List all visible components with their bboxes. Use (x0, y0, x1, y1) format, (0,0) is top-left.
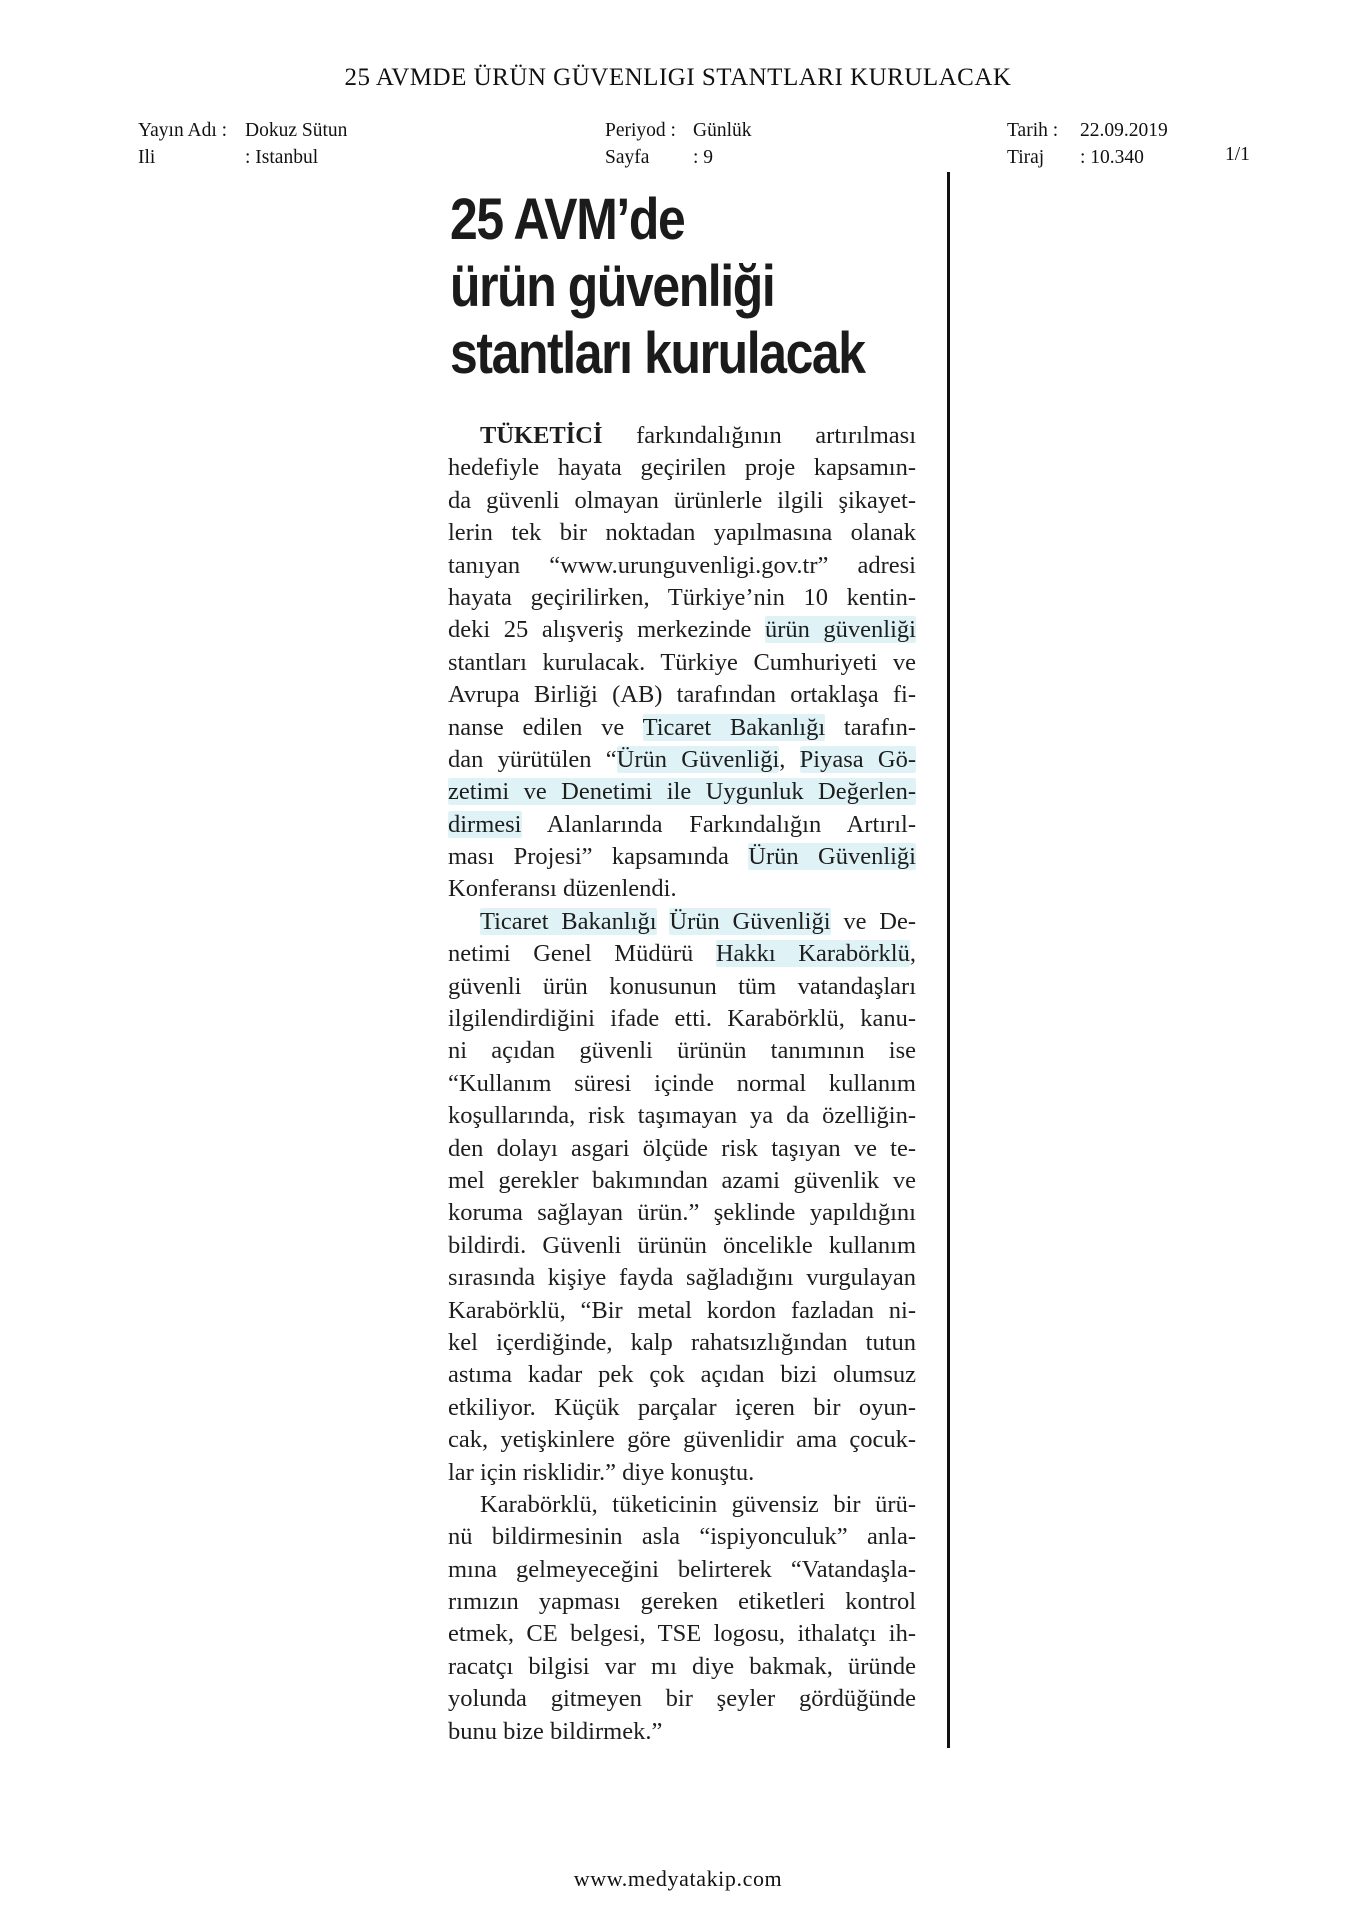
highlighted-term: dirmesi (448, 810, 522, 838)
body-line: bunu bize bildirmek.” (448, 1717, 663, 1745)
body-line: sırasında kişiye fayda sağladığını vurgulayan (448, 1264, 916, 1292)
publication-value: Dokuz Sütun (245, 120, 348, 141)
highlighted-term: Ürün Güvenliği (669, 907, 831, 935)
body-line: hedefiyle hayata geçirilen proje kapsamın- (448, 454, 916, 482)
column-rule (947, 172, 950, 1748)
page-value: : 9 (693, 147, 714, 168)
meta-right (1007, 117, 1168, 171)
publication-label: Yayın Adı : (138, 120, 228, 141)
highlighted-term: Hakkı Karabörklü (715, 940, 910, 968)
highlighted-term: Ticaret Bakanlığı (480, 907, 657, 935)
highlighted-term: ürün güvenliği (764, 616, 916, 644)
body-line: ması Projesi” kapsamında Ürün Güvenliği (448, 843, 916, 871)
highlighted-term: Ürün Güvenliği (616, 745, 780, 773)
headline-line: stantları kurulacak (450, 321, 865, 386)
body-line: lerin tek bir noktadan yapılmasına olanak (448, 519, 916, 547)
footer-url[interactable]: www.medyatakip.com (573, 1866, 783, 1891)
article-headline (450, 186, 865, 387)
body-line: Avrupa Birliği (AB) tarafından ortaklaşa fi- (448, 681, 916, 709)
city-value: : Istanbul (245, 147, 319, 168)
headline-line: ürün güvenliği (450, 254, 775, 319)
body-line: dirmesi Alanlarında Farkındalığın Artırıl- (448, 810, 916, 838)
period-value: Günlük (693, 120, 752, 141)
body-line: bildirdi. Güvenli ürünün öncelikle kullanım (448, 1231, 916, 1259)
body-line: ni açıdan güvenli ürünün tanımının ise (448, 1037, 916, 1065)
body-line: Karabörklü, “Bir metal kordon fazladan ni- (448, 1296, 916, 1324)
body-line: TÜKETİCİ farkındalığının artırılması (480, 422, 916, 449)
page-count: 1/1 (1225, 144, 1250, 165)
body-line: Konferansı düzenlendi. (448, 875, 677, 903)
meta-left (138, 117, 347, 171)
body-line: lar için risklidir.” diye konuştu. (448, 1458, 755, 1486)
highlighted-term: zetimi ve Denetimi ile Uygunluk Değerlen- (448, 778, 916, 806)
body-line: den dolayı asgari ölçüde risk taşıyan ve te- (448, 1134, 916, 1162)
body-line: yolunda gitmeyen bir şeyler gördüğünde (448, 1685, 916, 1713)
body-line: rımızın yapması gereken etiketleri kontrol (448, 1588, 916, 1616)
circulation-label: Tiraj (1007, 147, 1045, 168)
body-line: netimi Genel Müdürü Hakkı Karabörklü, (448, 940, 916, 968)
meta-middle (605, 117, 752, 171)
body-line: kel içerdiğinde, kalp rahatsızlığından tutun (448, 1328, 916, 1356)
body-line: cak, yetişkinlere göre güvenlidir ama çocuk- (448, 1426, 916, 1454)
body-line: mel gerekler bakımından azami güvenlik ve (448, 1166, 916, 1194)
body-line: astıma kadar pek çok açıdan bizi olumsuz (448, 1361, 916, 1389)
body-line: dan yürütülen “Ürün Güvenliği, Piyasa Gö- (448, 745, 916, 773)
headline-line: 25 AVM’de (450, 187, 685, 252)
article-body (448, 420, 916, 1748)
circulation-value: : 10.340 (1080, 147, 1144, 168)
document-title: 25 AVMDE ÜRÜN GÜVENLIGI STANTLARI KURULACAK (344, 64, 1012, 91)
body-line: Karabörklü, tüketicinin güvensiz bir ürü- (480, 1490, 916, 1518)
lead-word: TÜKETİCİ (480, 422, 603, 449)
body-line: stantları kurulacak. Türkiye Cumhuriyeti ve (448, 648, 916, 676)
body-line: Ticaret Bakanlığı Ürün Güvenliği ve De- (480, 907, 917, 935)
date-value: 22.09.2019 (1080, 120, 1168, 141)
body-line: etmek, CE belgesi, TSE logosu, ithalatçı ih- (448, 1620, 916, 1648)
period-label: Periyod : (605, 120, 676, 141)
body-line: güvenli ürün konusunun tüm vatandaşları (448, 972, 916, 1000)
body-line: etkiliyor. Küçük parçalar içeren bir oyun- (448, 1393, 916, 1421)
body-line: mına gelmeyeceğini belirterek “Vatandaşla- (448, 1555, 916, 1583)
body-line: ilgilendirdiğini ifade etti. Karabörklü, kanu- (448, 1005, 916, 1033)
body-line: “Kullanım süresi içinde normal kullanım (448, 1069, 916, 1097)
date-label: Tarih : (1007, 120, 1059, 141)
highlighted-term: Piyasa Gö- (799, 745, 916, 773)
body-line: nü bildirmesinin asla “ispiyonculuk” anla- (448, 1523, 916, 1551)
body-line: nanse edilen ve Ticaret Bakanlığı tarafın- (448, 713, 917, 741)
body-line: deki 25 alışveriş merkezinde ürün güvenliği (448, 616, 916, 644)
body-line: da güvenli olmayan ürünlerle ilgili şikayet- (448, 486, 916, 514)
body-line: tanıyan “www.urunguvenligi.gov.tr” adresi (448, 551, 916, 579)
city-label: Ili (138, 147, 156, 168)
body-line: koşullarında, risk taşımayan ya da özelliğin- (448, 1102, 916, 1130)
body-line: hayata geçirilirken, Türkiye’nin 10 kentin- (448, 583, 916, 611)
page-label: Sayfa (605, 147, 650, 168)
body-line: koruma sağlayan ürün.” şeklinde yapıldığını (448, 1199, 916, 1227)
body-line: racatçı bilgisi var mı diye bakmak, üründe (448, 1652, 916, 1680)
body-line (448, 776, 916, 808)
highlighted-term: Ticaret Bakanlığı (642, 713, 826, 741)
highlighted-term: Ürün Güvenliği (748, 843, 916, 871)
